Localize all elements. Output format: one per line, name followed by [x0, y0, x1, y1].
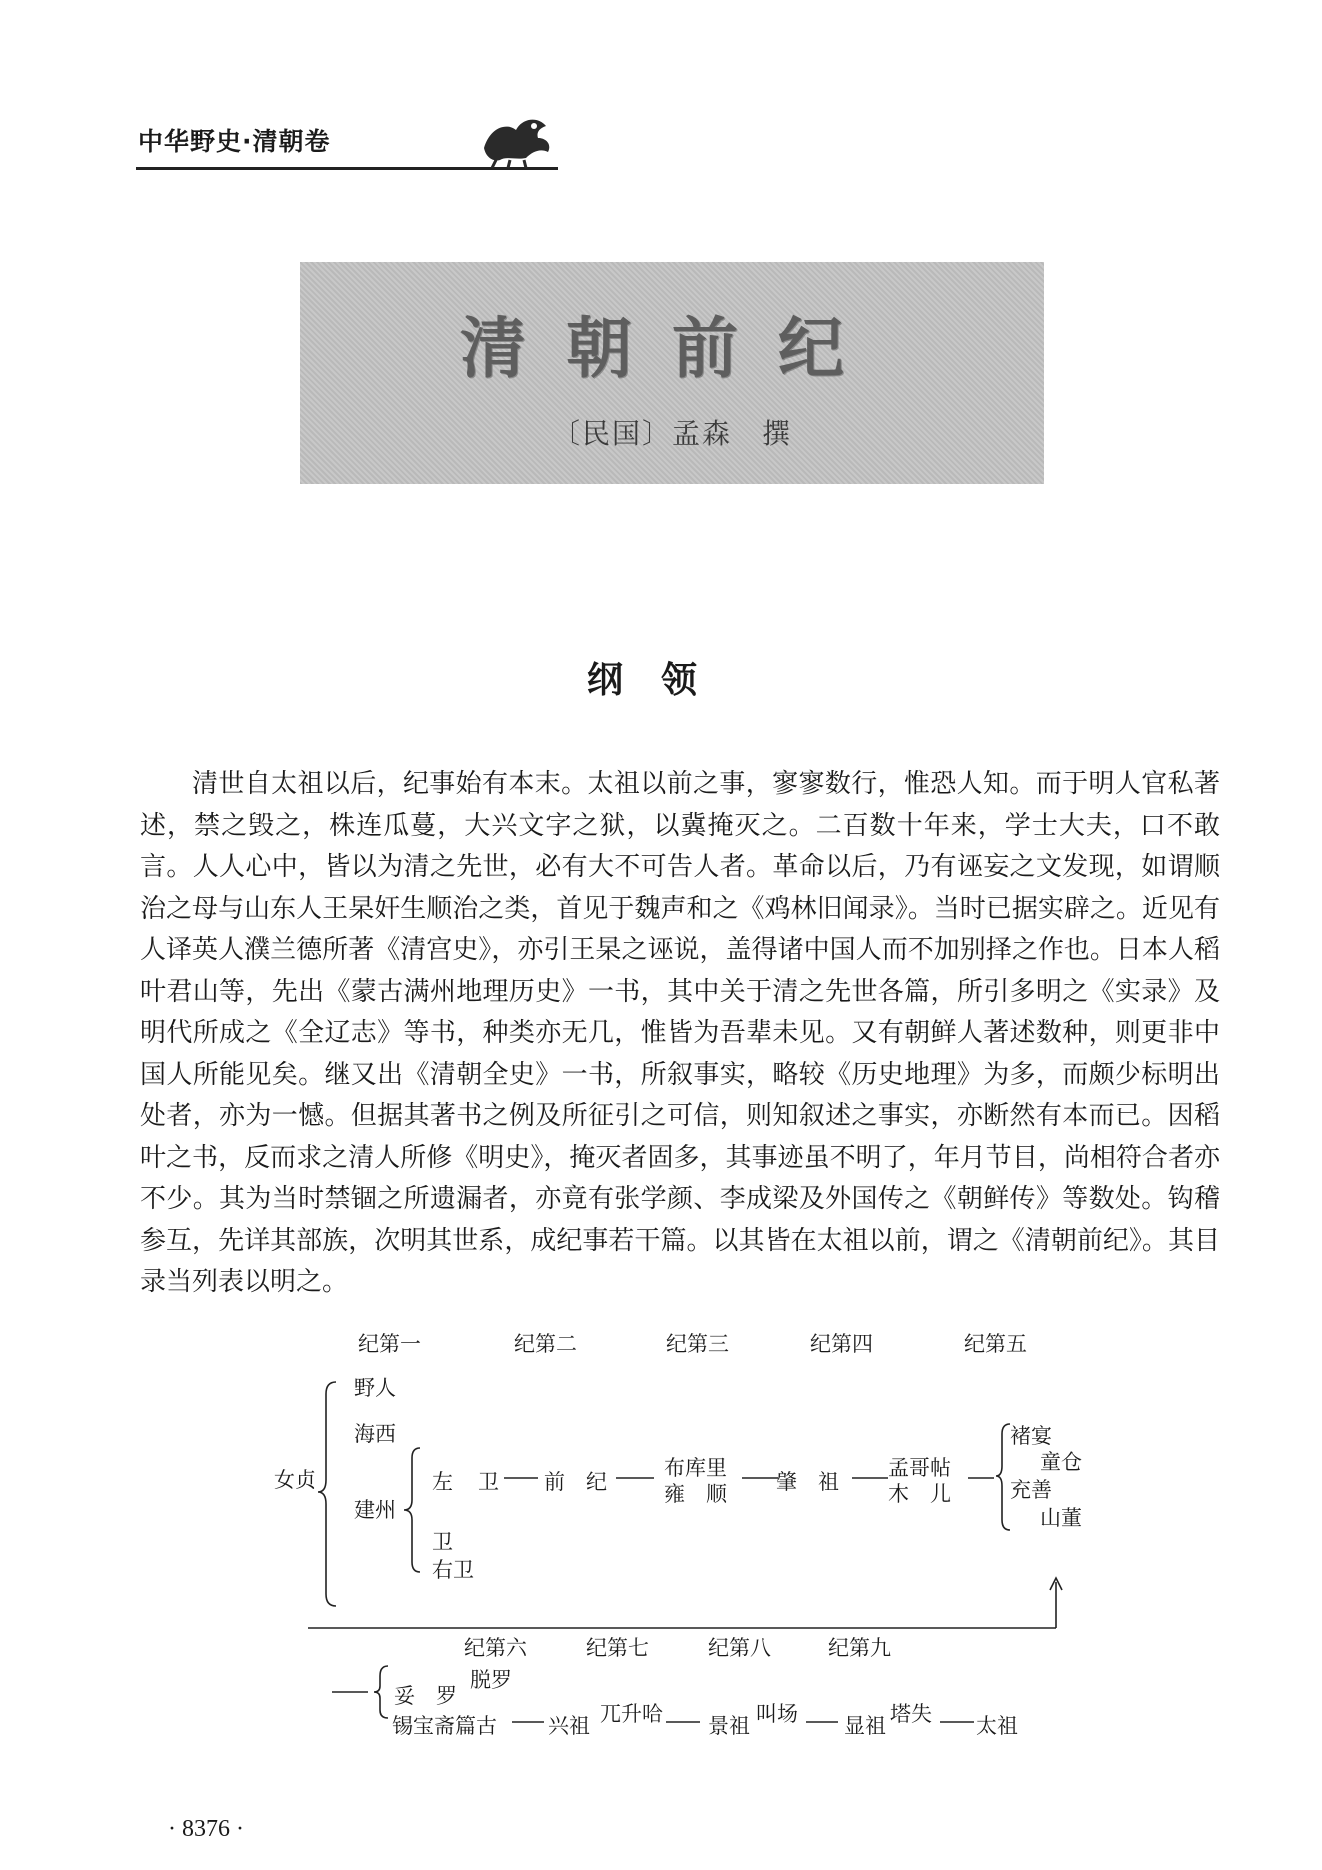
chart-jiaochang: 叫场 — [756, 1702, 798, 1726]
chart-xibao: 锡宝斋篇古 — [392, 1714, 497, 1738]
chart-header-ji6: 纪第六 — [464, 1636, 527, 1660]
chart-tuoluo2: 脱罗 — [470, 1668, 512, 1692]
chart-header-ji7: 纪第七 — [586, 1636, 649, 1660]
chart-root-nuzhen: 女贞 — [274, 1468, 316, 1492]
chart-jianzhou-right: 右卫 — [432, 1558, 474, 1582]
chart-taizu: 太祖 — [976, 1714, 1018, 1738]
chart-header-ji1: 纪第一 — [358, 1332, 421, 1356]
chart-jianzhou-wei: 卫 — [478, 1470, 499, 1494]
chart-bukuli: 布库里 — [664, 1456, 727, 1480]
chart-jianzhou-wei-single: 卫 — [432, 1530, 453, 1554]
author-byline: 〔民国〕孟森 撰 — [551, 417, 792, 450]
chart-jingzu: 景祖 — [708, 1714, 750, 1738]
chart-branch-haixi: 海西 — [354, 1422, 396, 1446]
chart-menggetie: 孟哥帖 — [888, 1456, 951, 1480]
chart-header-ji3: 纪第三 — [666, 1332, 729, 1356]
chart-chuyan: 褚宴 — [1010, 1424, 1052, 1448]
page-number: · 8376 · — [168, 1816, 244, 1842]
chart-header-ji2: 纪第二 — [514, 1332, 577, 1356]
chart-jianzhou-left: 左 — [432, 1470, 453, 1494]
chart-muer: 木 儿 — [888, 1482, 951, 1506]
chart-tongcang: 童仓 — [1040, 1450, 1082, 1474]
chart-tuoluo: 妥 罗 — [394, 1684, 457, 1708]
chart-wushenghan: 兀升哈 — [600, 1702, 663, 1726]
chart-header-ji5: 纪第五 — [964, 1332, 1027, 1356]
chart-xianzu: 显祖 — [844, 1714, 886, 1738]
section-heading: 纲领 — [586, 660, 735, 701]
chart-branch-yeren: 野人 — [354, 1376, 396, 1400]
running-header: 中华野史·清朝卷 — [138, 127, 331, 156]
chart-header-ji9: 纪第九 — [828, 1636, 891, 1660]
body-paragraph: 清世自太祖以后，纪事始有本末。太祖以前之事，寥寥数行，惟恐人知。而于明人官私著述，禁之毁之，株连瓜蔓，大兴文字之狱，以冀掩灭之。二百数十年来，学士大夫，口不敢言。人人心中，皆以为清之先世，必有大不可告人者。革命以后，乃有诬妄之文发现，如谓顺治之母与山东人王杲奸生顺治之类，首见于魏声和之《鸡林旧闻录》。当时已据实辟之。近见有人译英人濮兰德所著《清宫史》，亦引王杲之诬说，盖得诸中国人而不加别择之作也。日本人稻叶君山等，先出《蒙古满州地理历史》一书，其中关于清之先世各篇，所引多明之《实录》及明代所成之《全辽志》等书，种类亦无几，惟皆为吾辈未见。又有朝鲜人著述数种，则更非中国人所能见矣。继又出《清朝全史》一书，所叙事实，略较《历史地理》为多，而颇少标明出处者，亦为一憾。但据其著书之例及所征引之可信，则知叙述之事实，亦断然有本而已。因稻叶之书，反而求之清人所修《明史》，掩灭者固多，其事迹虽不明了，年月节目，尚相符合者亦不少。其为当时禁锢之所遗漏者，亦竟有张学颜、李成梁及外国传之《朝鲜传》等数处。钩稽参互，先详其部族，次明其世系，成纪事若干篇。以其皆在太祖以前，谓之《清朝前纪》。其目录当列表以明之。 — [140, 769, 1220, 1297]
chart-header-ji8: 纪第八 — [708, 1636, 771, 1660]
chart-tashi: 塔失 — [890, 1702, 932, 1726]
chart-xingzu: 兴祖 — [548, 1714, 590, 1738]
chart-branch-jianzhou: 建州 — [354, 1498, 396, 1522]
chart-shandong: 山董 — [1040, 1506, 1082, 1530]
chart-chongshan: 充善 — [1010, 1478, 1052, 1502]
chart-qianji: 前 纪 — [544, 1470, 607, 1494]
chart-zhaozu: 肇 祖 — [776, 1470, 839, 1494]
book-title: 清朝前纪 — [460, 310, 884, 387]
chart-yongshun: 雍 顺 — [664, 1482, 727, 1506]
chart-header-ji4: 纪第四 — [810, 1332, 873, 1356]
